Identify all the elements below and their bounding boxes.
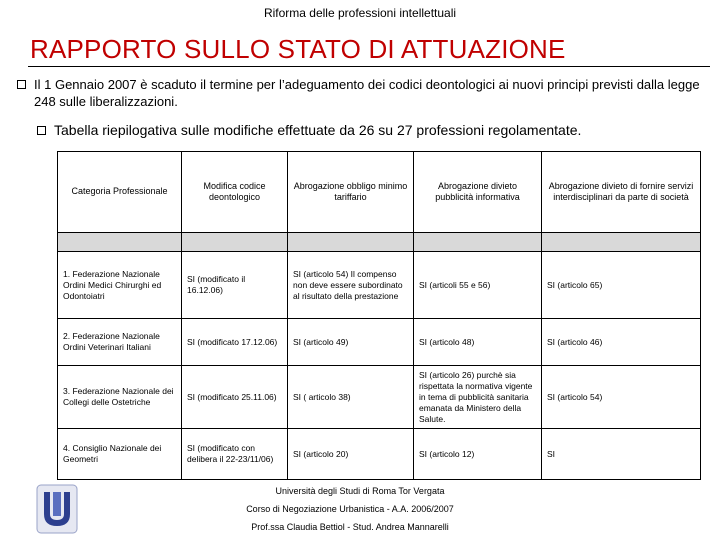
table-cell: SI (articolo 20) [288, 429, 414, 480]
table-cell: SI (modificato 25.11.06) [182, 366, 288, 429]
slide-footer [200, 482, 520, 536]
table-subtitle: Tabella riepilogativa sulle modifiche effettuate da 26 su 27 professioni regolamentate. [54, 122, 582, 138]
table-cell: 2. Federazione Nazionale Ordini Veterinari Italiani [58, 319, 182, 366]
table-row [58, 366, 701, 429]
footer-university: Università degli Studi di Roma Tor Vergata [275, 486, 445, 496]
footer-course: Corso di Negoziazione Urbanistica - A.A. 2006/2007 [246, 504, 454, 514]
table-row [58, 319, 701, 366]
table-cell: SI (articolo 54) Il compenso non deve essere subordinato al risultato della prestazione [288, 252, 414, 319]
table-row [58, 429, 701, 480]
table-cell: SI (articolo 12) [414, 429, 542, 480]
table-cell: SI (articolo 54) [542, 366, 701, 429]
table-cell: SI ( articolo 38) [288, 366, 414, 429]
column-header: Abrogazione obbligo minimo tariffario [288, 152, 414, 233]
table-cell: SI (articolo 46) [542, 319, 701, 366]
table-cell: SI (modificato 17.12.06) [182, 319, 288, 366]
square-bullet-icon [37, 126, 46, 135]
intro-paragraph: Il 1 Gennaio 2007 è scaduto il termine per l’adeguamento dei codici deontologici ai nuovi principi previsti dalla legge 248 sulle liberalizzazioni. [34, 77, 700, 109]
table-cell: 3. Federazione Nazionale dei Collegi delle Ostetriche [58, 366, 182, 429]
column-header: Abrogazione divieto pubblicità informativa [414, 152, 542, 233]
title-underline [28, 66, 710, 67]
university-logo-icon [36, 484, 78, 534]
footer-authors: Prof.ssa Claudia Bettiol - Stud. Andrea Mannarelli [251, 522, 449, 532]
summary-table [57, 151, 701, 480]
table-row [58, 252, 701, 319]
table-header-row [58, 152, 701, 233]
table-cell: SI (modificato il 16.12.06) [182, 252, 288, 319]
table-cell: SI (articolo 26) purchè sia rispettata la normativa vigente in tema di pubblicità sanitaria emanata da Ministero della Salute. [414, 366, 542, 429]
table-cell: SI (articolo 49) [288, 319, 414, 366]
table-cell: SI (articoli 55 e 56) [414, 252, 542, 319]
square-bullet-icon [17, 80, 26, 89]
column-header: Modifica codice deontologico [182, 152, 288, 233]
slide-title: RAPPORTO SULLO STATO DI ATTUAZIONE [30, 34, 566, 64]
column-header: Categoria Professionale [58, 152, 182, 233]
table-cell: SI (articolo 65) [542, 252, 701, 319]
table-cell: SI (modificato con delibera il 22-23/11/06) [182, 429, 288, 480]
table-cell: 1. Federazione Nazionale Ordini Medici Chirurghi ed Odontoiatri [58, 252, 182, 319]
table-cell: SI (articolo 48) [414, 319, 542, 366]
table-cell: SI [542, 429, 701, 480]
table-cell: 4. Consiglio Nazionale dei Geometri [58, 429, 182, 480]
slide-header: Riforma delle professioni intellettuali [263, 6, 457, 20]
table-spacer-row [58, 233, 701, 252]
column-header: Abrogazione divieto di fornire servizi interdisciplinari da parte di società [542, 152, 701, 233]
